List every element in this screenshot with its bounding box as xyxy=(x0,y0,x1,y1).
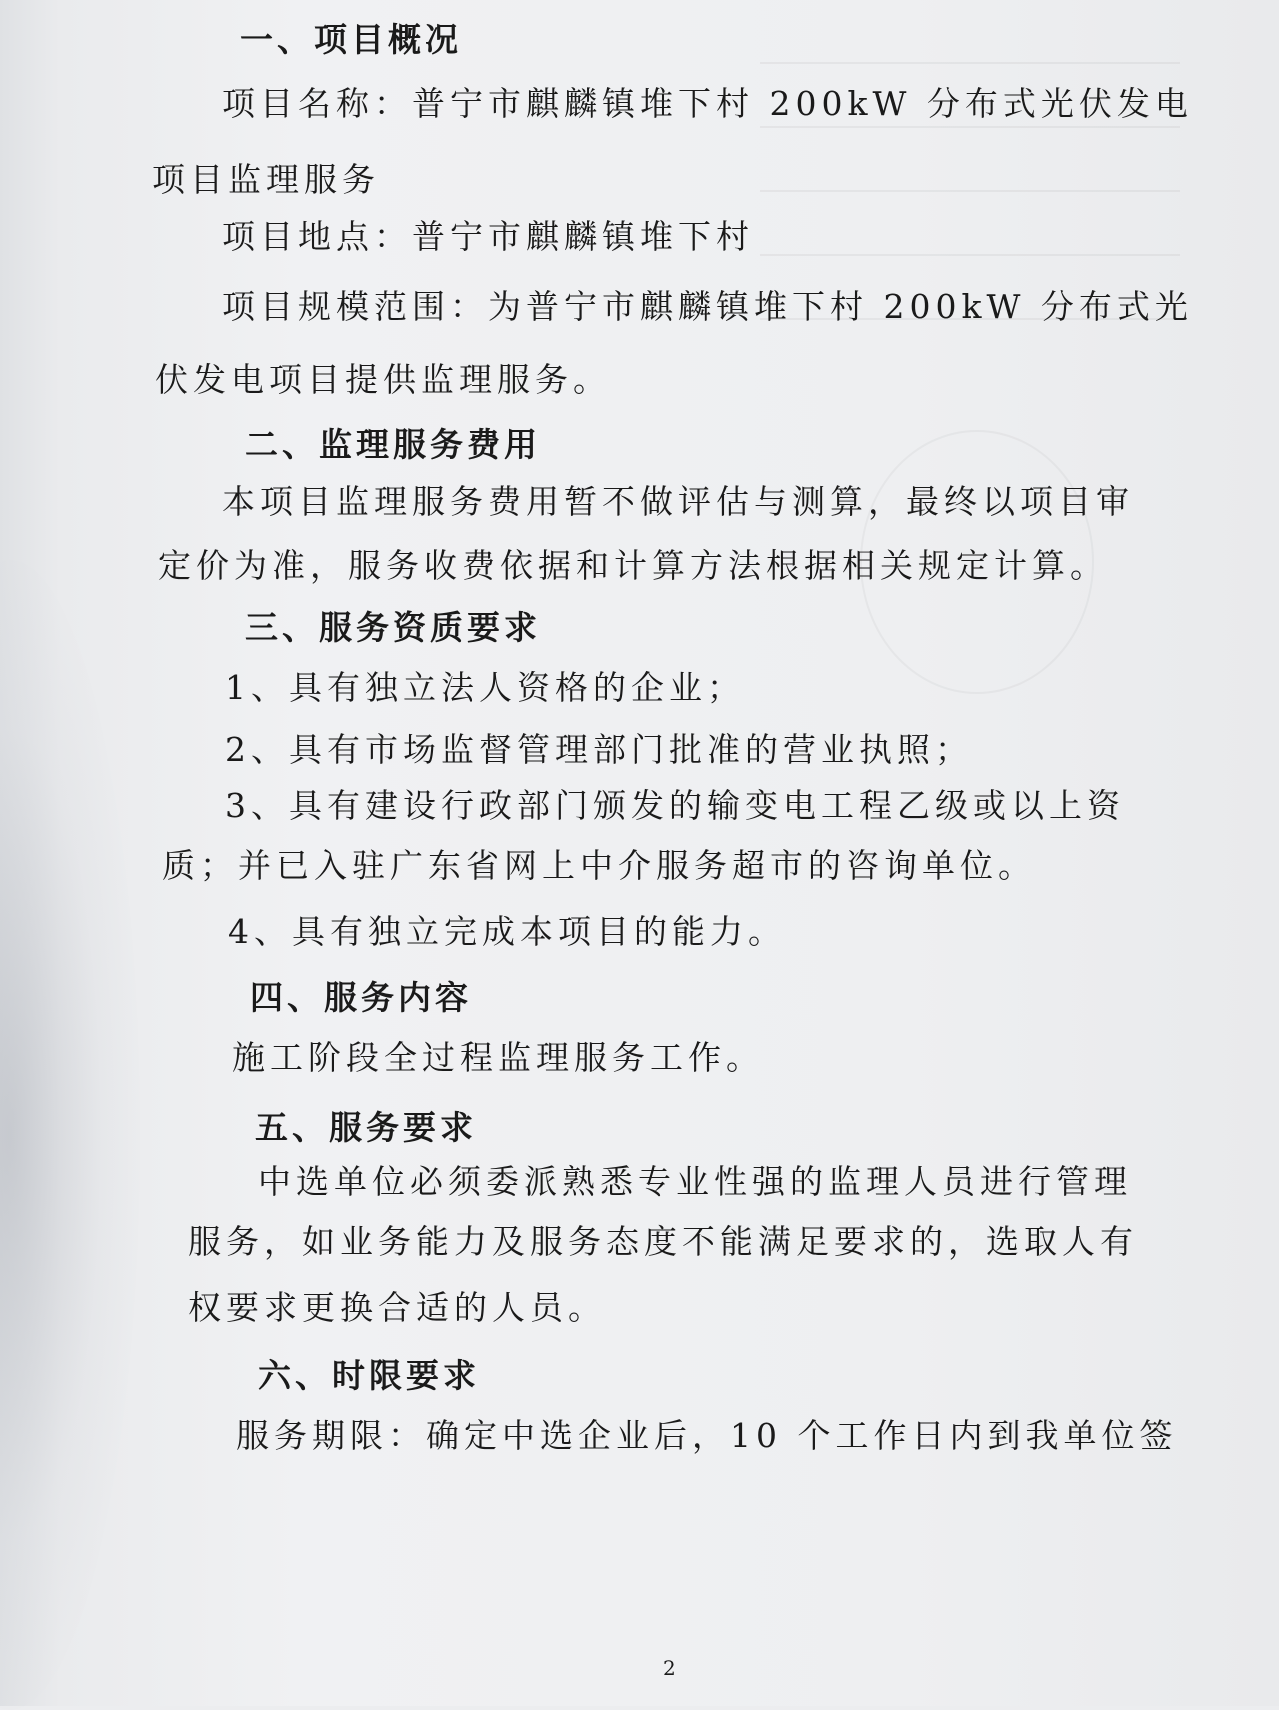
page-number: 2 xyxy=(663,1656,676,1680)
section-heading-overview: 一、项目概况 xyxy=(240,20,462,59)
project-name-line-2: 项目监理服务 xyxy=(152,160,380,199)
qualification-item-4: 4、具有独立完成本项目的能力。 xyxy=(228,912,786,951)
section-heading-timeline: 六、时限要求 xyxy=(258,1356,480,1395)
fees-line-2: 定价为准，服务收费依据和计算方法根据相关规定计算。 xyxy=(158,546,1108,585)
section-heading-requirements: 五、服务要求 xyxy=(255,1108,477,1147)
requirements-line-3: 权要求更换合适的人员。 xyxy=(188,1288,606,1327)
qualification-item-3-line-2: 质；并已入驻广东省网上中介服务超市的咨询单位。 xyxy=(162,846,1036,885)
page-curl-shadow xyxy=(0,560,140,1710)
project-scope-line-2: 伏发电项目提供监理服务。 xyxy=(155,360,611,399)
fees-line-1: 本项目监理服务费用暂不做评估与测算，最终以项目审 xyxy=(222,482,1134,521)
section-heading-fees: 二、监理服务费用 xyxy=(245,425,541,464)
project-location-line: 项目地点：普宁市麒麟镇堆下村 xyxy=(222,217,754,256)
qualification-item-1: 1、具有独立法人资格的企业； xyxy=(225,668,745,707)
content-line: 施工阶段全过程监理服务工作。 xyxy=(232,1038,764,1077)
requirements-line-1: 中选单位必须委派熟悉专业性强的监理人员进行管理 xyxy=(258,1162,1132,1201)
timeline-line-1: 服务期限：确定中选企业后，10 个工作日内到我单位签 xyxy=(236,1416,1178,1455)
qualification-item-2: 2、具有市场监督管理部门批准的营业执照； xyxy=(225,730,973,769)
section-heading-qualifications: 三、服务资质要求 xyxy=(245,608,541,647)
requirements-line-2: 服务，如业务能力及服务态度不能满足要求的，选取人有 xyxy=(188,1222,1138,1261)
qualification-item-3-line-1: 3、具有建设行政部门颁发的输变电工程乙级或以上资 xyxy=(225,786,1125,825)
section-heading-content: 四、服务内容 xyxy=(250,978,472,1017)
project-name-line-1: 项目名称：普宁市麒麟镇堆下村 200kW 分布式光伏发电 xyxy=(222,84,1193,123)
project-scope-line-1: 项目规模范围：为普宁市麒麟镇堆下村 200kW 分布式光 xyxy=(222,287,1193,326)
